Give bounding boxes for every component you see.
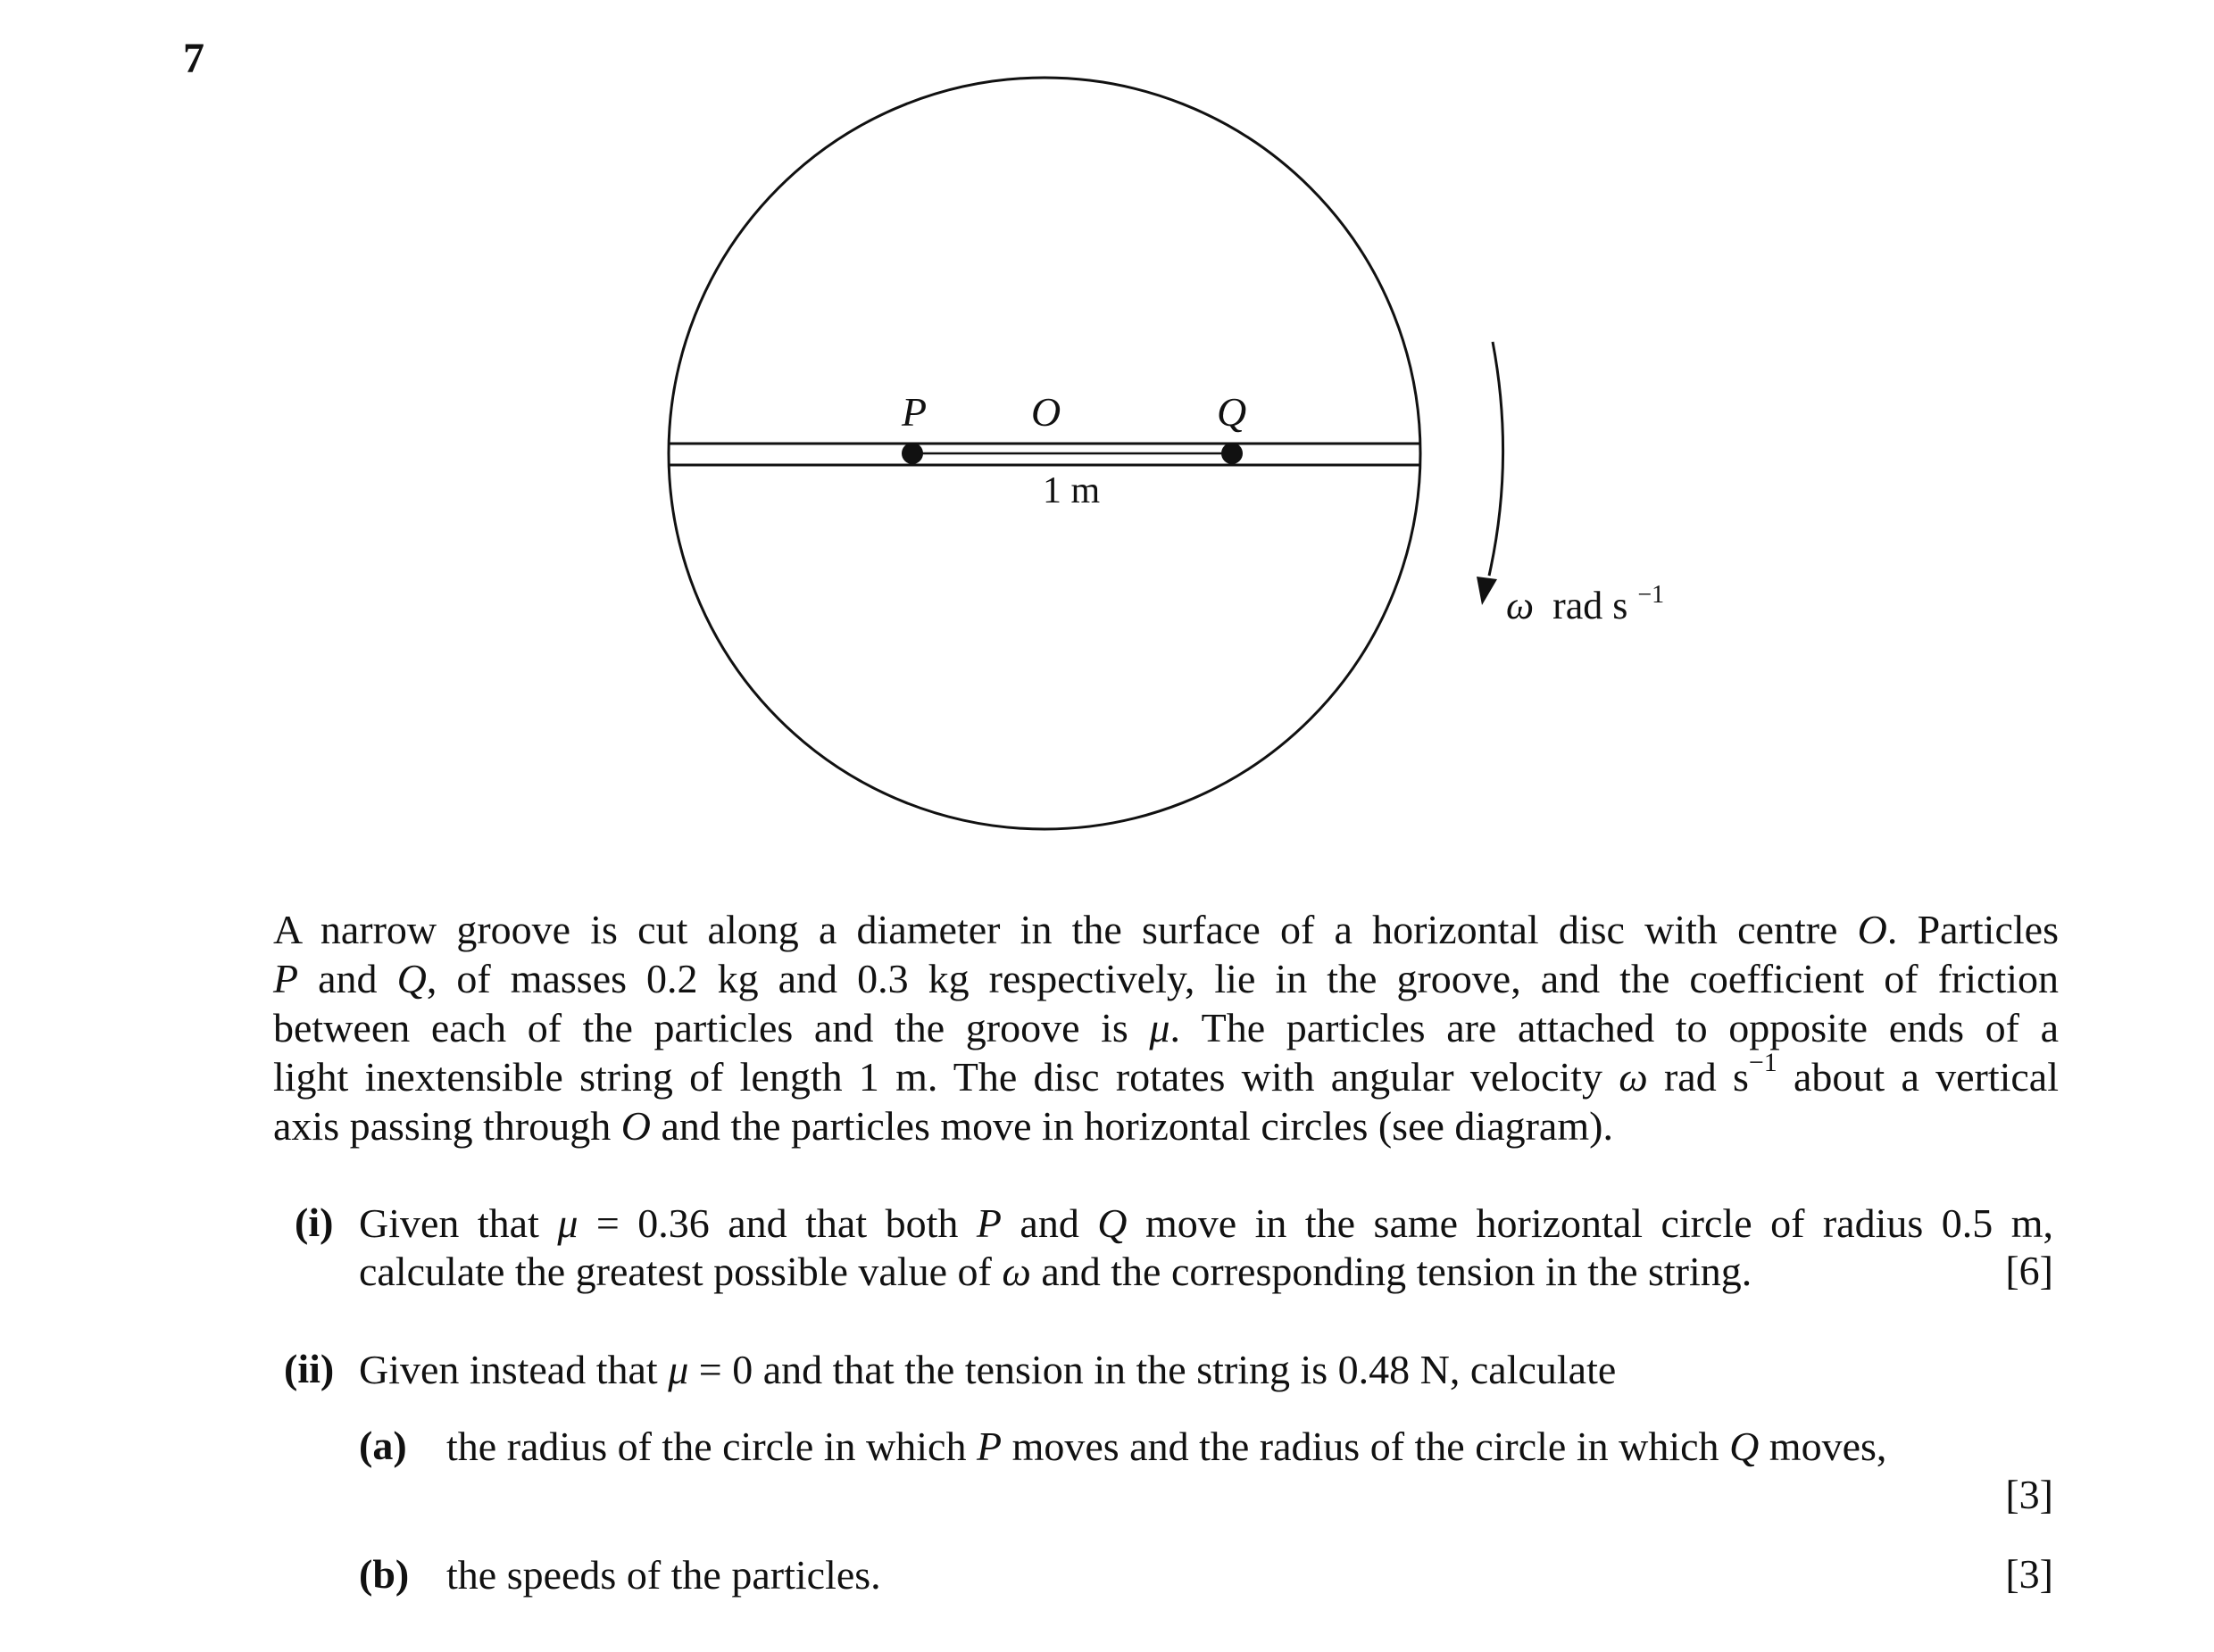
part-text: moves, — [1759, 1424, 1887, 1469]
rotation-arrow-arc — [1489, 342, 1503, 576]
part-italic: Q — [1097, 1200, 1128, 1246]
rotation-arrow-head — [1477, 577, 1497, 605]
part-text: = 0 and that the tension in the string is 0.48 N, calculate — [688, 1347, 1617, 1392]
part-italic: μ — [668, 1347, 689, 1392]
part-ii-label: (ii) — [284, 1346, 335, 1391]
question-number: 7 — [183, 35, 204, 82]
intro-superscript: −1 — [1748, 1047, 1777, 1077]
part-italic: P — [976, 1200, 1002, 1246]
part-italic: P — [976, 1424, 1003, 1469]
intro-italic: O — [1857, 907, 1887, 952]
part-italic: μ — [557, 1200, 578, 1246]
intro-text: . Particles — [1886, 907, 2059, 952]
part-text: and — [1001, 1200, 1098, 1246]
part-ii-a-marks: [3] — [2005, 1472, 2053, 1517]
angular-velocity-unit: rad s — [1552, 584, 1628, 627]
intro-line-1 — [273, 905, 2059, 954]
omega-symbol: ω — [1506, 584, 1535, 627]
part-italic: ω — [1002, 1249, 1031, 1294]
label-o: O — [1031, 389, 1061, 435]
part-ii-a-text — [446, 1422, 1886, 1471]
part-i-label: (i) — [295, 1200, 334, 1245]
part-text: move in the same horizontal circle of radius 0.5 m, — [1127, 1200, 2053, 1246]
intro-text: and — [298, 956, 397, 1001]
part-ii-a-label: (a) — [359, 1423, 407, 1468]
part-text: = 0.36 and that both — [578, 1200, 977, 1246]
intro-text: rad s — [1647, 1054, 1749, 1100]
intro-text: . The particles are attached to opposite ends of a — [1169, 1005, 2059, 1050]
part-ii-b-label: (b) — [359, 1551, 410, 1597]
part-text: Given that — [359, 1200, 558, 1246]
intro-text: , of masses 0.2 kg and 0.3 kg respectively, lie in the groove, and the coefficient of friction — [426, 956, 2059, 1001]
part-text: the radius of the circle in which — [446, 1424, 977, 1469]
label-q: Q — [1217, 389, 1247, 435]
label-p: P — [902, 389, 928, 435]
intro-line-3 — [273, 1003, 2059, 1052]
part-text: and the corresponding tension in the string. — [1030, 1249, 1752, 1294]
intro-italic: ω — [1619, 1054, 1648, 1100]
intro-line-5 — [273, 1101, 2059, 1150]
angular-velocity-exponent: −1 — [1637, 581, 1665, 609]
part-i-line-1 — [359, 1199, 2053, 1248]
intro-line-2 — [273, 954, 2059, 1003]
angular-velocity-label — [1506, 581, 1664, 627]
part-ii-b-marks: [3] — [2005, 1551, 2053, 1597]
part-text: moves and the radius of the circle in which — [1002, 1424, 1730, 1469]
part-ii-line-1 — [359, 1345, 1616, 1394]
intro-text: A narrow groove is cut along a diameter in the surface of a horizontal disc with centre — [273, 907, 1858, 952]
particle-p — [902, 443, 923, 464]
particle-q — [1221, 443, 1243, 464]
part-i-marks: [6] — [2005, 1248, 2053, 1293]
intro-text: light inextensible string of length 1 m. The disc rotates with angular velocity — [273, 1054, 1619, 1100]
intro-line-4 — [273, 1047, 2059, 1101]
part-text: Given instead that — [359, 1347, 669, 1392]
intro-text: and the particles move in horizontal circles (see diagram). — [650, 1103, 1613, 1149]
part-text: calculate the greatest possible value of — [359, 1249, 1003, 1294]
intro-text: axis passing through — [273, 1103, 621, 1149]
part-ii-b-text: the speeds of the particles. — [446, 1552, 881, 1598]
intro-italic: μ — [1149, 1005, 1170, 1050]
intro-text: between each of the particles and the groove is — [273, 1005, 1150, 1050]
intro-text: about a vertical — [1777, 1054, 2059, 1100]
intro-italic: P — [273, 956, 299, 1001]
intro-italic: Q — [396, 956, 427, 1001]
intro-italic: O — [620, 1103, 651, 1149]
part-italic: Q — [1729, 1424, 1760, 1469]
part-i-line-2 — [359, 1247, 1752, 1296]
string-length-label: 1 m — [1043, 470, 1101, 511]
